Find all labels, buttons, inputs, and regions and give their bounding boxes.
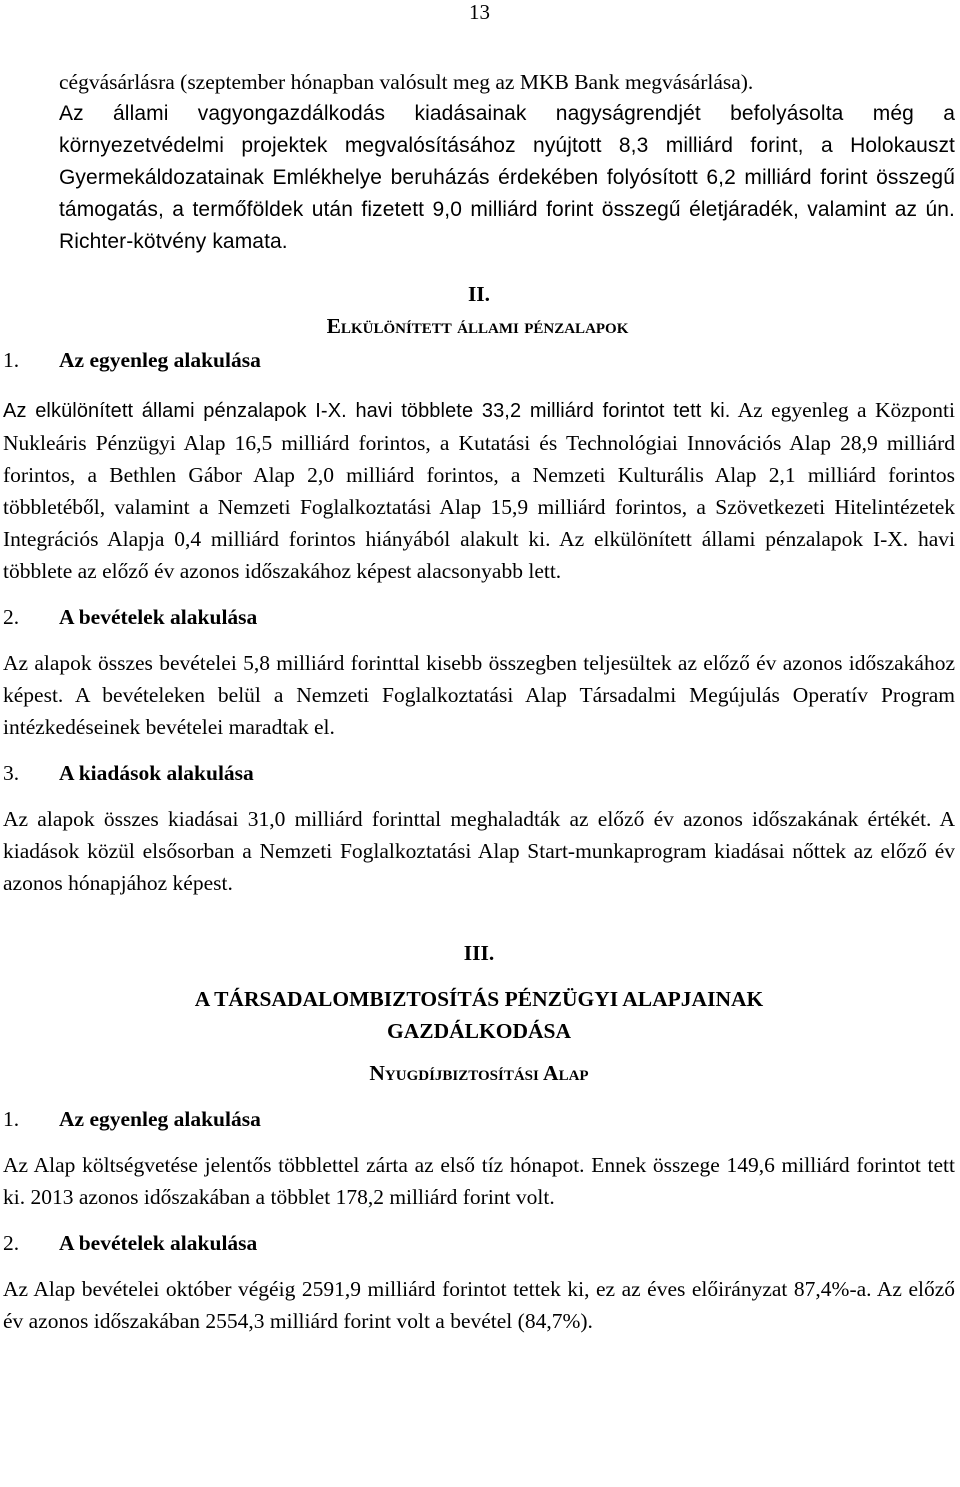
section-title: A kiadások alakulása <box>59 761 254 785</box>
intro-paragraph <box>3 66 955 258</box>
section-title: Az egyenleg alakulása <box>59 348 261 372</box>
section-title: Az egyenleg alakulása <box>59 1107 261 1131</box>
chapter-3-roman-numeral: III. <box>463 941 495 965</box>
section-number: 2. <box>3 1231 20 1255</box>
chapter-2-section-3-heading <box>3 757 955 789</box>
section-title: A bevételek alakulása <box>59 1231 258 1255</box>
section-number: 1. <box>3 1107 20 1131</box>
chapter-3-section-2-heading <box>3 1227 955 1259</box>
intro-first-line: cégvásárlásra (szeptember hónapban valósult meg az MKB Bank megvásárlása). <box>59 70 754 94</box>
page-content <box>3 66 955 1337</box>
chapter-3-section-2-paragraph: Az Alap bevételei október végéig 2591,9 milliárd forintot tettek ki, ez az éves előirányzat 87,4%-a. Az előző év azonos időszakában 2554,3 milliárd forint volt a bevétel (84,7%). <box>3 1277 955 1333</box>
chapter-3-section-1-heading <box>3 1103 955 1135</box>
section-number: 1. <box>3 348 20 372</box>
chapter-2-section-1-heading <box>3 344 955 376</box>
section-number: 3. <box>3 761 20 785</box>
intro-continuation: Az állami vagyongazdálkodás kiadásainak nagyságrendjét befolyásolta még a környezetvédelmi projektek megvalósításához nyújtott 8,3 milliárd forint, a Holokauszt Gyermekáldozatainak Emlékhelye beruházás érdekében folyósított 6,2 milliárd forint összegű támogatás, a termőföldek után fizetett 9,0 milliárd forint összegű életjáradék, valamint az ún. Richter-kötvény kamata. <box>59 102 955 253</box>
summary-sentence: Az elkülönített állami pénzalapok I-X. havi többlete 33,2 milliárd forintot tett ki. <box>3 400 731 422</box>
section-number: 2. <box>3 605 20 629</box>
chapter-2-section-3-paragraph: Az alapok összes kiadásai 31,0 milliárd forinttal meghaladták az előző év azonos időszakának értékét. A kiadások közül elsősorban a Nemzeti Foglalkoztatási Alap Start-munkaprogram kiadásai nőttek az előző év azonos hónapjához képest. <box>3 807 955 895</box>
page-number: 13 <box>469 0 490 24</box>
chapter-2-section-2-heading <box>3 601 955 633</box>
chapter-2-title: Elkülönített állami pénzalapok <box>326 314 629 338</box>
balance-details: Az egyenleg a Központi Nukleáris Pénzügyi Alap 16,5 milliárd forintos, a Kutatási és Technológiai Innovációs Alap 28,9 milliárd forintos, a Bethlen Gábor Alap 2,0 milliárd forintos, a Nemzeti Kulturális Alap 2,1 milliárd forintos többletéből, valamint a Nemzeti Foglalkoztatási Alap 15,9 milliárd forintos, a Szövetkezeti Hitelintézetek Integrációs Alapja 0,4 milliárd forintos hiányából alakult ki. Az elkülönített állami pénzalapok I-X. havi többlete az előző év azonos időszakához képest alacsonyabb lett. <box>3 398 956 583</box>
chapter-2-section-1-paragraph <box>3 394 955 587</box>
chapter-3-section-1-paragraph: Az Alap költségvetése jelentős többlettel zárta az első tíz hónapot. Ennek összege 149,6 milliárd forintot tett ki. 2013 azonos időszakában a többlet 178,2 milliárd forint volt. <box>3 1153 955 1209</box>
chapter-2-roman-numeral: II. <box>467 282 491 306</box>
chapter-3-title-line-2: GAZDÁLKODÁSA <box>387 1019 571 1043</box>
section-title: A bevételek alakulása <box>59 605 258 629</box>
chapter-3-title-line-1: A TÁRSADALOMBIZTOSÍTÁS PÉNZÜGYI ALAPJAINAK <box>194 987 764 1011</box>
chapter-2-section-2-paragraph: Az alapok összes bevételei 5,8 milliárd forinttal kisebb összegben teljesültek az előző év azonos időszakához képest. A bevételeken belül a Nemzeti Foglalkoztatási Alap Társadalmi Megújulás Operatív Program intézkedéseinek bevételei maradtak el. <box>3 651 955 739</box>
chapter-3-subtitle: Nyugdíjbiztosítási Alap <box>369 1061 589 1085</box>
